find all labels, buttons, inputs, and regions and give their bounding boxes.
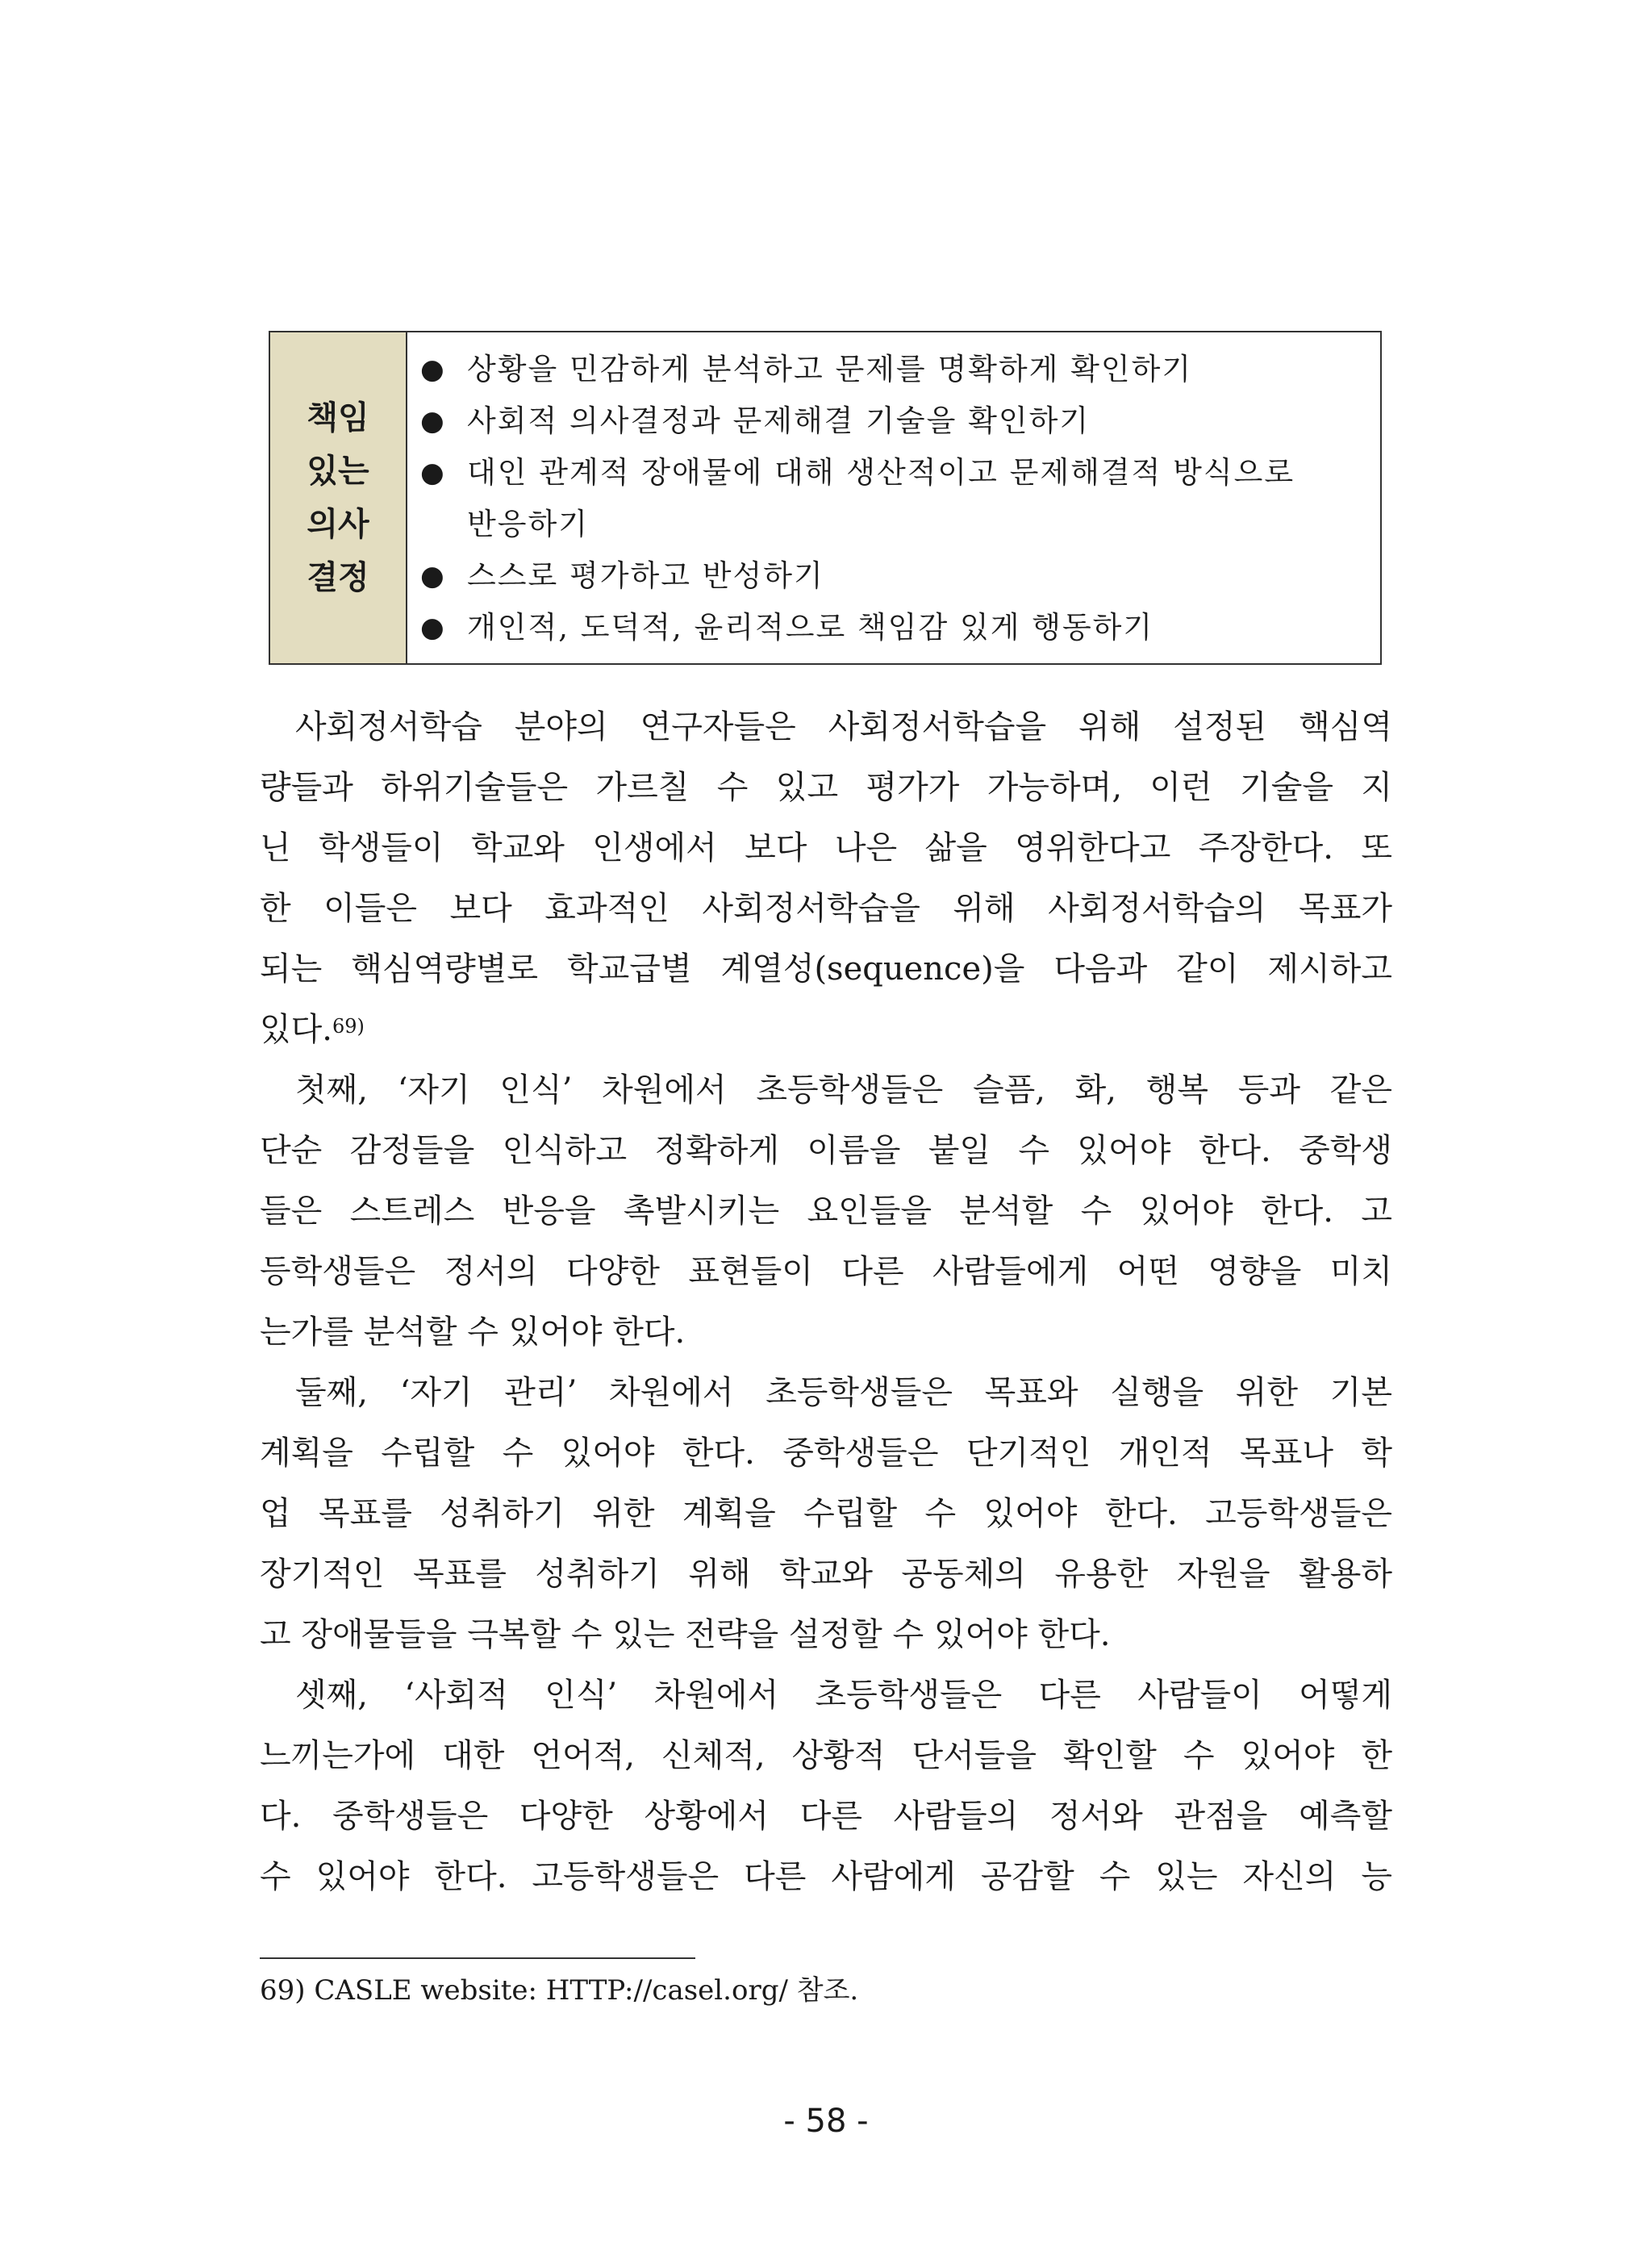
paragraph-line: 첫째, ‘자기 인식’ 차원에서 초등학생들은 슬픔, 화, 행복 등과 같은: [295, 1071, 1392, 1109]
bullet-icon: ●: [420, 457, 446, 489]
footnote-divider: [260, 1957, 695, 1959]
footnote: 69) CASLE website: HTTP://casel.org/ 참조.: [260, 1974, 859, 2007]
list-item-text: 스스로 평가하고 반성하기: [467, 558, 824, 593]
list-item-text: 사회적 의사결정과 문제해결 기술을 확인하기: [467, 403, 1091, 438]
table-label-line: 있는: [307, 453, 369, 490]
list-item: [420, 395, 1364, 447]
paragraph-line: 되는 핵심역량별로 학교급별 계열성(sequence)을 다음과 같이 제시하고: [260, 950, 1392, 988]
paragraph-line: 계획을 수립할 수 있어야 한다. 중학생들은 단기적인 개인적 목표나 학: [260, 1435, 1392, 1472]
paragraph-line: 량들과 하위기술들은 가르칠 수 있고 평가가 가능하며, 이런 기술을 지: [260, 769, 1392, 806]
table-label-line: 의사: [307, 506, 369, 543]
paragraph-line: 단순 감정들을 인식하고 정확하게 이름을 붙일 수 있어야 한다. 중학생: [260, 1132, 1392, 1169]
bullet-icon: ●: [420, 612, 446, 644]
list-item: [420, 344, 1364, 395]
list-item-text: 개인적, 도덕적, 윤리적으로 책임감 있게 행동하기: [467, 610, 1154, 645]
paragraph-text: 있다.: [260, 1011, 332, 1048]
list-item-continuation: [420, 499, 1364, 550]
bullet-icon: ●: [420, 353, 446, 386]
paragraph-line: 수 있어야 한다. 고등학생들은 다른 사람에게 공감할 수 있는 자신의 능: [260, 1858, 1392, 1895]
list-item: [420, 550, 1364, 602]
list-item-text: 상황을 민감하게 분석하고 문제를 명확하게 확인하기: [467, 352, 1193, 386]
competency-table: [269, 331, 1382, 665]
table-label-line: 결정: [307, 559, 369, 596]
list-item-text: 대인 관계적 장애물에 대해 생산적이고 문제해결적 방식으로: [467, 455, 1295, 490]
paragraph-line: 장기적인 목표를 성취하기 위해 학교와 공동체의 유용한 자원을 활용하: [260, 1556, 1392, 1593]
paragraph-line: 한 이들은 보다 효과적인 사회정서학습을 위해 사회정서학습의 목표가: [260, 890, 1392, 927]
list-item-text: 반응하기: [467, 507, 589, 541]
paragraph-line: 고 장애물들을 극복할 수 있는 전략을 설정할 수 있어야 한다.: [260, 1616, 1111, 1653]
page-number: - 58 -: [783, 2103, 869, 2140]
bullet-icon: ●: [420, 405, 446, 437]
paragraph-line: 셋째, ‘사회적 인식’ 차원에서 초등학생들은 다른 사람들이 어떻게: [295, 1677, 1392, 1714]
list-item: [420, 602, 1364, 654]
footnote-ref[interactable]: 69): [332, 1015, 365, 1038]
paragraph-line: 들은 스트레스 반응을 촉발시키는 요인들을 분석할 수 있어야 한다. 고: [260, 1193, 1392, 1230]
body-text: [260, 697, 1392, 1907]
paragraph-line: 다. 중학생들은 다양한 상황에서 다른 사람들의 정서와 관점을 예측할: [260, 1798, 1392, 1835]
paragraph-line: 업 목표를 성취하기 위한 계획을 수립할 수 있어야 한다. 고등학생들은: [260, 1495, 1392, 1532]
paragraph-line: 등학생들은 정서의 다양한 표현들이 다른 사람들에게 어떤 영향을 미치: [260, 1253, 1392, 1290]
paragraph-line: [260, 1000, 1392, 1060]
paragraph-line: 사회정서학습 분야의 연구자들은 사회정서학습을 위해 설정된 핵심역: [295, 708, 1392, 746]
list-item: [420, 447, 1364, 499]
paragraph-line: 느끼는가에 대한 언어적, 신체적, 상황적 단서들을 확인할 수 있어야 한: [260, 1737, 1392, 1774]
table-items-cell: [407, 332, 1380, 663]
paragraph-line: 닌 학생들이 학교와 인생에서 보다 나은 삶을 영위한다고 주장한다. 또: [260, 829, 1392, 867]
table-label-cell: [270, 332, 407, 663]
paragraph-line: 둘째, ‘자기 관리’ 차원에서 초등학생들은 목표와 실행을 위한 기본: [295, 1374, 1392, 1411]
paragraph-line: 는가를 분석할 수 있어야 한다.: [260, 1314, 686, 1351]
bullet-icon: ●: [420, 560, 446, 592]
table-label-line: 책임: [307, 399, 369, 437]
